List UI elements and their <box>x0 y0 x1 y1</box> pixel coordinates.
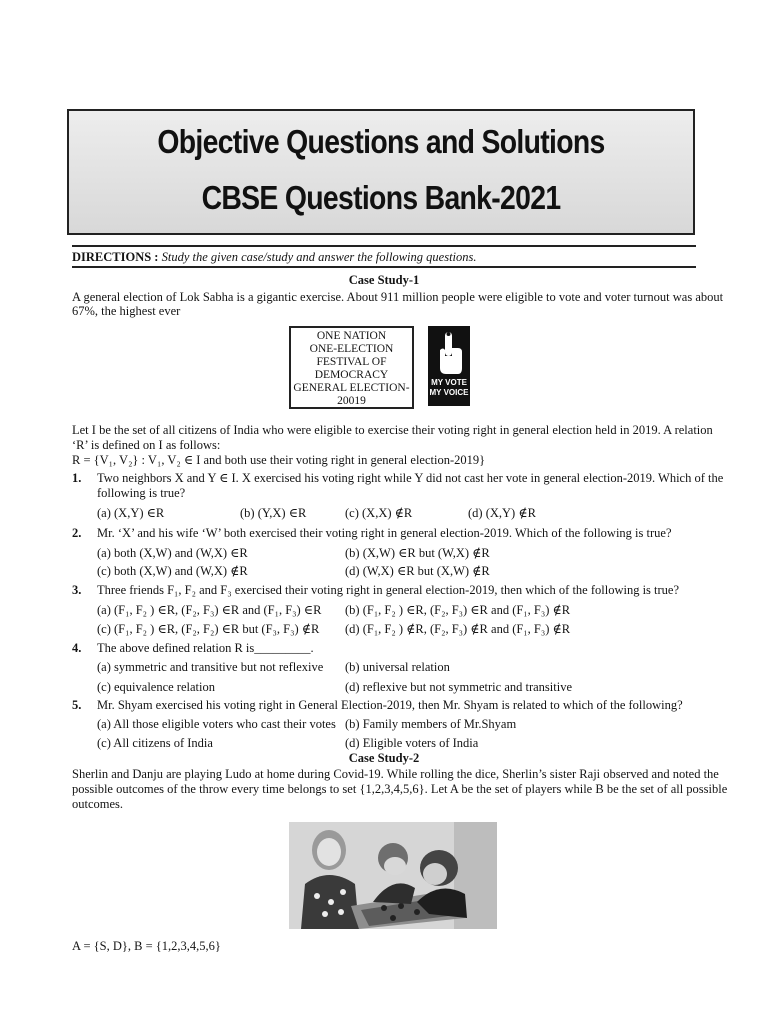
slogan-line: DEMOCRACY <box>314 369 389 381</box>
option: (d) (X,Y) ∉R <box>468 506 536 520</box>
definition-relation: R = {V₁, V₂} : V₁, V₂ ∈ I and both use their voting right in general election-2019} <box>72 453 486 467</box>
option: (c) (F₁, F₂ ) ∈R, (F₂, F₂) ∈R but (F₃, F₃) ∉R <box>97 622 320 636</box>
option: (d) Eligible voters of India <box>345 736 479 750</box>
photo-illustration <box>289 822 497 929</box>
option: (d) (W,X) ∈R but (X,W) ∉R <box>345 564 490 578</box>
top-rule <box>72 245 696 247</box>
directions <box>72 250 477 265</box>
slogan-line: ONE NATION <box>316 330 387 342</box>
case-1-intro-2: 67%, the highest ever <box>72 304 181 318</box>
question-5-text: Mr. Shyam exercised his voting right in General Election-2019, then Mr. Shyam is related to which of the following? <box>97 698 683 712</box>
question-4-text: The above defined relation R is_________. <box>97 641 314 655</box>
my-vote-logo <box>428 326 470 406</box>
case-study-1-heading: Case Study-1 <box>348 273 420 287</box>
definition-line-1: Let I be the set of all citizens of India who were eligible to exercise their voting right in general election held in 2019. A relation <box>72 423 713 437</box>
slogan-line: ONE-ELECTION <box>309 343 394 355</box>
directions-text: Study the given case/study and answer the following questions. <box>161 250 477 264</box>
option: (a) symmetric and transitive but not reflexive <box>97 660 324 674</box>
case-1-intro-1: A general election of Lok Sabha is a gigantic exercise. About 911 million people were eligible to vote and voter turnout was about <box>72 290 724 304</box>
case-study-2-heading: Case Study-2 <box>348 751 420 765</box>
slogan-box <box>289 326 414 409</box>
bottom-rule <box>72 266 696 268</box>
question-number: 2. <box>72 526 82 540</box>
option: (b) universal relation <box>345 660 450 674</box>
option: (c) equivalence relation <box>97 680 215 694</box>
slogan-line: GENERAL ELECTION- <box>293 382 410 394</box>
title-banner <box>67 109 695 235</box>
option: (d) reflexive but not symmetric and transitive <box>345 680 573 694</box>
question-number: 5. <box>72 698 82 712</box>
option: (b) (Y,X) ∈R <box>240 506 307 520</box>
case-2-text-3: outcomes. <box>72 797 124 811</box>
option: (a) (F₁, F₂ ) ∈R, (F₂, F₃) ∈R and (F₁, F₃) ∈R <box>97 603 322 617</box>
option: (b) (F₁, F₂ ) ∈R, (F₂, F₃) ∈R and (F₁, F₃) ∉R <box>345 603 571 617</box>
question-number: 1. <box>72 471 82 485</box>
directions-label: DIRECTIONS : <box>72 250 159 264</box>
option: (a) All those eligible voters who cast their votes <box>97 717 336 731</box>
question-1-text-1: Two neighbors X and Y ∈ I. X exercised his voting right while Y did not cast her vote in general election-2019. Which of the <box>97 471 724 485</box>
slogan-line: 20019 <box>337 395 366 407</box>
hand-pointing-icon <box>428 326 470 378</box>
question-2-text: Mr. ‘X’ and his wife ‘W’ both exercised their voting right in general election-2019. Which of the following is true? <box>97 526 672 540</box>
definition-line-2: ‘R’ is defined on I as follows: <box>72 438 221 452</box>
option: (c) (X,X) ∉R <box>345 506 413 520</box>
title-line-1: Objective Questions and Solutions <box>157 123 605 160</box>
logo-line-1: MY VOTE <box>431 378 467 387</box>
option: (a) both (X,W) and (W,X) ∈R <box>97 546 248 560</box>
question-1-text-2: following is true? <box>97 486 186 500</box>
question-number: 4. <box>72 641 82 655</box>
case-2-text-2: possible outcomes of the throw every time belongs to set {1,2,3,4,5,6}. Let A be the set of players while B be the set of all possible <box>72 782 728 796</box>
case-2-text-1: Sherlin and Danju are playing Ludo at home during Covid-19. While rolling the dice, Sherlin’s sister Raji observed and noted the <box>72 767 719 781</box>
children-playing-ludo-image <box>289 822 497 929</box>
title-line-2: CBSE Questions Bank-2021 <box>201 179 561 216</box>
slogan-line: FESTIVAL OF <box>316 356 387 368</box>
option: (c) All citizens of India <box>97 736 213 750</box>
option: (d) (F₁, F₂ ) ∉R, (F₂, F₃) ∉R and (F₁, F₃) ∉R <box>345 622 571 636</box>
question-3-text: Three friends F₁, F₂ and F₃ exercised their voting right in general election-2019, then which of the following is true? <box>97 583 680 597</box>
option: (b) (X,W) ∈R but (W,X) ∉R <box>345 546 490 560</box>
question-number: 3. <box>72 583 82 597</box>
option: (c) both (X,W) and (W,X) ∉R <box>97 564 248 578</box>
option: (a) (X,Y) ∈R <box>97 506 165 520</box>
logo-line-2: MY VOICE <box>429 388 469 397</box>
sets-definition: A = {S, D}, B = {1,2,3,4,5,6} <box>72 939 221 953</box>
option: (b) Family members of Mr.Shyam <box>345 717 517 731</box>
